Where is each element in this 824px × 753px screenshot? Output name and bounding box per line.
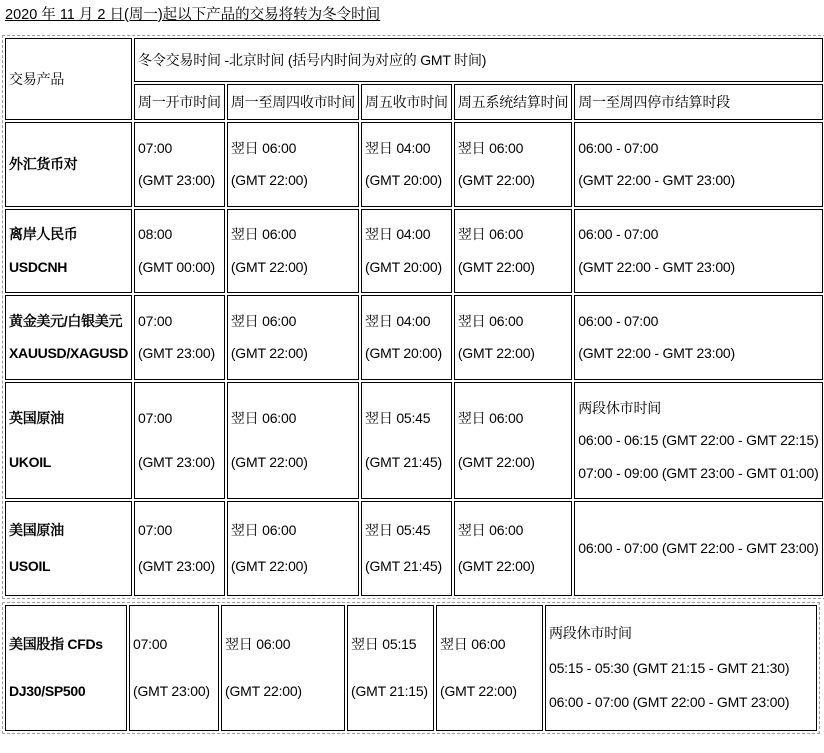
cell-content (9, 384, 128, 497)
cell-line: 翌日 06:00 (457, 522, 524, 538)
cell-content (9, 503, 128, 594)
cell-line: (GMT 20:00) (365, 345, 442, 362)
cell-line: 英国原油 (9, 410, 64, 427)
cell-content (138, 124, 221, 205)
cell-line: 翌日 04:00 (365, 226, 431, 243)
cell-line: 07:00 (138, 410, 173, 427)
cell-line: (GMT 23:00) (138, 172, 215, 189)
time-cell (361, 122, 452, 207)
cell-line: USOIL (9, 558, 51, 574)
time-cell (361, 501, 452, 596)
cell-line: (GMT 22:00) (440, 682, 517, 699)
cell-content (365, 211, 448, 291)
cell-line: 翌日 06:00 (457, 312, 524, 329)
cell-line: (GMT 22:00) (230, 345, 308, 362)
cell-line: (GMT 22:00) (230, 558, 308, 574)
product-cell (5, 501, 132, 596)
cell-content (231, 211, 355, 291)
cell-content (365, 384, 448, 497)
cell-content (458, 503, 568, 594)
cell-line: 两段休市时间 (578, 399, 662, 416)
cell-content (365, 297, 448, 378)
header-product (5, 38, 132, 120)
cell-line: 翌日 05:15 (351, 636, 417, 653)
time-cell (134, 295, 225, 380)
cell-content (9, 124, 128, 205)
cell-line: USDCNH (9, 258, 68, 275)
cell-line: 黄金美元/白银美元 (9, 312, 123, 329)
header-group (134, 38, 823, 82)
cell-line: 两段休市时间 (549, 624, 632, 641)
cell-content (351, 607, 430, 729)
cell-line: UKOIL (9, 453, 52, 470)
cell-line: 翌日 06:00 (440, 636, 506, 653)
cell-content (9, 297, 128, 378)
time-cell (361, 209, 452, 293)
cell-line: (GMT 23:00) (138, 345, 215, 362)
cell-content (365, 124, 448, 205)
time-cell (574, 122, 822, 207)
product-cell (5, 295, 132, 380)
winter-schedule-table (2, 35, 824, 599)
cell-line: 07:00 - 09:00 (GMT 23:00 - GMT 01:00) (578, 464, 819, 481)
cell-line: 翌日 06:00 (457, 139, 524, 156)
time-cell (454, 122, 572, 207)
cell-line: (GMT 23:00) (138, 453, 215, 470)
cell-content (138, 211, 221, 291)
cell-line: XAUUSD/XAGUSD (9, 345, 129, 362)
cell-content (138, 297, 221, 378)
time-cell (454, 209, 572, 293)
header-col-monday-open (134, 84, 225, 120)
cell-line: 08:00 (138, 226, 173, 243)
product-cell (5, 382, 132, 499)
time-cell (574, 382, 822, 499)
header-group-row (5, 38, 823, 82)
time-cell (454, 501, 572, 596)
time-cell (227, 382, 359, 499)
cell-line: (GMT 22:00) (457, 558, 535, 574)
time-cell (227, 501, 359, 596)
cell-line: (GMT 22:00) (457, 258, 535, 275)
cell-line: (GMT 22:00) (457, 172, 535, 189)
cell-content (458, 124, 568, 205)
cell-line: (GMT 21:45) (365, 453, 442, 470)
cell-line: (GMT 20:00) (365, 258, 442, 275)
cell-line: 翌日 06:00 (457, 410, 524, 427)
cell-line: 翌日 06:00 (230, 312, 297, 329)
cell-line: (GMT 22:00) (225, 682, 302, 699)
table-header (5, 38, 823, 120)
table-row (5, 122, 823, 207)
cell-line: (GMT 22:00) (457, 453, 535, 470)
cell-line: 翌日 06:00 (230, 139, 297, 156)
time-cell (221, 605, 345, 731)
cell-content (231, 124, 355, 205)
header-col-label: 周五系统结算时间 (457, 93, 569, 110)
header-col-friday-settlement (454, 84, 572, 120)
cell-line: 06:00 - 07:00 (GMT 22:00 - GMT 23:00) (549, 694, 790, 711)
time-cell (361, 382, 452, 499)
time-cell (574, 209, 822, 293)
cell-line: 翌日 06:00 (230, 522, 297, 538)
cell-line: 翌日 06:00 (230, 226, 297, 243)
cell-line: 06:00 - 06:15 (GMT 22:00 - GMT 22:15) (578, 432, 819, 448)
time-cell (227, 295, 359, 380)
cell-content (578, 124, 818, 205)
product-cell (5, 605, 127, 731)
time-cell (574, 501, 822, 596)
cell-line: (GMT 21:15) (351, 682, 428, 699)
header-col-friday-close (361, 84, 452, 120)
cell-content (578, 297, 818, 378)
header-col-mon-thu-break (574, 84, 822, 120)
time-cell (134, 501, 225, 596)
cell-line: (GMT 00:00) (138, 258, 215, 275)
time-cell (227, 209, 359, 293)
header-col-label: 周五收市时间 (365, 93, 448, 110)
cell-line: 翌日 06:00 (457, 226, 524, 243)
cell-line: 06:00 - 07:00 (578, 226, 659, 243)
table-row (5, 209, 823, 293)
cell-content (458, 297, 568, 378)
cell-content (578, 503, 818, 594)
cell-line: 07:00 (138, 139, 173, 156)
cell-line: 翌日 04:00 (365, 139, 431, 156)
header-product-label: 交易产品 (9, 70, 65, 87)
cell-line: (GMT 22:00 - GMT 23:00) (578, 172, 735, 189)
cell-line: 07:00 (138, 522, 173, 538)
header-col-label: 周一至周四停市结算时段 (578, 93, 731, 110)
time-cell (436, 605, 543, 731)
cell-line: (GMT 22:00 - GMT 23:00) (578, 345, 735, 362)
cell-line: 07:00 (138, 312, 173, 329)
cell-line: (GMT 21:45) (365, 558, 442, 574)
time-cell (134, 122, 225, 207)
page-title: 2020 年 11 月 2 日(周一)起以下产品的交易将转为冬令时间 (5, 7, 381, 23)
time-cell (347, 605, 434, 731)
cell-line: 05:15 - 05:30 (GMT 21:15 - GMT 21:30) (549, 659, 790, 676)
cell-content (231, 503, 355, 594)
time-cell (129, 605, 219, 731)
table-row (5, 605, 817, 731)
table-body (5, 122, 823, 596)
cell-line: (GMT 23:00) (133, 682, 210, 699)
winter-schedule-table-indices (2, 602, 820, 734)
product-cell (5, 209, 132, 293)
cell-line: 离岸人民币 (9, 226, 78, 243)
time-cell (574, 295, 822, 380)
cell-content (133, 607, 215, 729)
cell-content (231, 297, 355, 378)
cell-line: (GMT 22:00 - GMT 23:00) (578, 258, 735, 275)
cell-line: 翌日 04:00 (365, 312, 431, 329)
cell-line: (GMT 22:00) (230, 172, 308, 189)
header-col-label: 周一开市时间 (138, 93, 221, 110)
cell-line: 07:00 (133, 636, 168, 653)
header-group-label: 冬令交易时间 -北京时间 (括号内时间为对应的 GMT 时间) (138, 51, 487, 68)
header-col-label: 周一至周四收市时间 (230, 93, 356, 110)
cell-line: 外汇货币对 (9, 156, 78, 172)
cell-content (138, 384, 221, 497)
cell-content (365, 503, 448, 594)
cell-content (225, 607, 341, 729)
table-row (5, 501, 823, 596)
time-cell (134, 209, 225, 293)
cell-line: 06:00 - 07:00 (578, 312, 659, 329)
cell-line: (GMT 22:00) (230, 453, 308, 470)
cell-line: 美国股指 CFDs (9, 636, 103, 653)
time-cell (454, 295, 572, 380)
cell-content (458, 384, 568, 497)
table-body (5, 605, 817, 731)
cell-content (231, 384, 355, 497)
cell-line: 翌日 06:00 (230, 410, 297, 427)
cell-line: 美国原油 (9, 522, 64, 538)
cell-line: (GMT 23:00) (138, 558, 215, 574)
time-cell (361, 295, 452, 380)
cell-line: 06:00 - 07:00 (578, 139, 659, 156)
table-row (5, 295, 823, 380)
time-cell (545, 605, 817, 731)
cell-content (9, 607, 123, 729)
cell-content (9, 211, 128, 291)
cell-line: (GMT 20:00) (365, 172, 442, 189)
cell-line: 翌日 06:00 (225, 636, 291, 653)
cell-content (138, 503, 221, 594)
header-col-mon-thu-close (227, 84, 359, 120)
cell-line: 06:00 - 07:00 (GMT 22:00 - GMT 23:00) (578, 540, 819, 556)
product-cell (5, 122, 132, 207)
time-cell (454, 382, 572, 499)
cell-content (549, 607, 813, 729)
cell-line: 翌日 05:45 (365, 522, 431, 538)
cell-content (578, 384, 818, 497)
time-cell (134, 382, 225, 499)
cell-content (578, 211, 818, 291)
cell-content (458, 211, 568, 291)
cell-content (440, 607, 539, 729)
table-row (5, 382, 823, 499)
cell-line: (GMT 22:00) (230, 258, 308, 275)
time-cell (227, 122, 359, 207)
cell-line: 翌日 05:45 (365, 410, 431, 427)
cell-line: DJ30/SP500 (9, 682, 86, 699)
cell-line: (GMT 22:00) (457, 345, 535, 362)
